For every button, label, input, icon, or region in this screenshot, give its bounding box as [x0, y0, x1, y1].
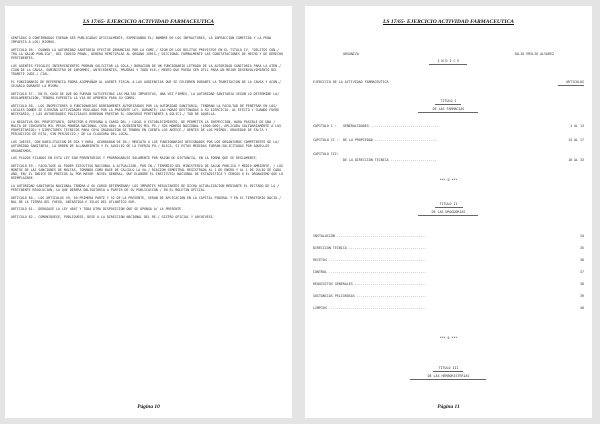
- entry-number: 35: [580, 246, 584, 250]
- index-title-underline: [429, 64, 467, 65]
- paragraph: LOS JUECES, CON HABILITACION DE DIA Y HORA, ACORDARAN DE IN-/ MEDIATO A LOS FUNCIONARIOS DESIGNADOS POR LOS ORGANISMOS COMPETENTES DE LA/ AUTORIDAD SANITARIA, LA ORDEN DE ALLANAMIENTO Y EL AUXILIO DE LA FUERZA PU-/ BLICA, SI ESTAS MEDIDAS FUERAN SOLICITADAS POR AQUELLOS ORGANISMOS.: [11, 139, 282, 153]
- entry-number: 34: [580, 234, 584, 238]
- index-entry: [313, 306, 584, 311]
- separator: *** 0 ***: [439, 336, 458, 340]
- page-left: [5, 6, 292, 418]
- index-title: I N D I C E: [437, 59, 460, 63]
- entry-title: RECETAS .................................................: [313, 258, 427, 262]
- paragraph: ARTICULO 62.- COMUNIQUESE, PUBLIQUESE, DESE A LA DIRECCION NACIONAL DEL RE-/ GISTRO OFICIAL Y ARCHIVESE.: [11, 214, 215, 219]
- paragraph: ARTICULO 58.- LOS INSPECTORES O FUNCIONARIOS DEBIDAMENTE AUTORIZADOS POR LA AUTORIDAD SANITARIA, TENDRAN LA FACULTAD DE PENETRAR EN LOS/ LOCALES DONDE SE EJERZAN ACTIVIDADES REGLADAS POR LA PRESENTE LEY, DURANTE/ LAS HORAS DESTINADAS A SU EJERCICIO. AL EFECTO Y CUANDO FUERE NECESARIO, / LAS AUTORIDADES POLICIALES DEBERAN PRESTAR EL CONCURSO PERTINENTE A SOLICI-/ TUD DE AQUELLA.: [11, 103, 282, 117]
- entry-title: INSTALACION .............................................: [313, 234, 427, 238]
- section-row: [313, 80, 584, 85]
- page-header: LS 17/65- EJERCICIO ACTIVIDAD FARMACEUTICA: [82, 19, 215, 25]
- titulo-1-subtitle: DE LAS FARMACIAS: [432, 107, 465, 111]
- index-entry: [313, 270, 584, 275]
- entry-title: CONTROL .................................................: [313, 270, 427, 274]
- chapter-title: DE LA PROPIEDAD ...............................: [343, 138, 437, 142]
- titulo-3: TITULO III: [438, 366, 459, 370]
- section-right: ARTICULOS: [566, 80, 584, 84]
- titulo-1-underline: [435, 104, 461, 105]
- index-entry: [313, 152, 584, 157]
- section-left: EJERCICIO DE LA ACTIVIDAD FARMACEUTICA: [313, 80, 389, 84]
- titulo-1: TITULO I: [440, 99, 457, 103]
- paragraph: EL FUNCIONARIO DE REFERENCIA PODRA ACOMPAÑAR AL AGENTE FISCAL A LAS AUDIENCIAS QUE SE CELEBREN DURANTE LA TRAMITACION DE LA CAUSA Y ACON-/ SEJARLO DURANTE LA MISMA.: [11, 79, 283, 89]
- chapter-range: 1 AL 13: [570, 124, 584, 128]
- page-footer: Página 10: [137, 404, 160, 410]
- paragraph: ARTICULO 57.- EN EL CASO DE QUE NO FUERAN SATISFECHAS LAS MULTAS IMPUESTAS, UNA VEZ FIRMES, LA AUTORIDAD SANITARIA SEGUN LO DETERMINE LA/ REGLAMENTACION, TENDRA EXPEDITA LA VIA DE APREMIO PARA SU COBRO.: [11, 91, 282, 101]
- titulo-2-underline: [435, 207, 463, 208]
- chapter-title: DE LA DIRECCION TECNICA .......................: [343, 158, 437, 162]
- index-entry: [313, 124, 584, 129]
- paragraph: LOS AGENTES FISCALES INTERVINIENTES PODRAN SOLICITAR LA COLA-/ BORACION DE UN FUNCIONARIO LETRADO DE LA AUTORIDAD SANITARIA PARA LA ATEN-/ CION DE LA CAUSA, SUMINISTRO DE INFORMES, ANTECEDENTES, PRUEBAS Y TODO ELE-/ MENTO QUE PUEDA SER UTIL PARA UN MEJOR DESENVOLVIMIENTO DEL TRAMITE JUDI-/ CIAL.: [11, 63, 283, 77]
- index-entry: [313, 158, 584, 163]
- paragraph: LA AUTORIDAD SANITARIA NACIONAL TENDRA A SU CARGO DETERMINAR/ LOS IMPORTES RESULTANTES DE DICHA ACTUALIZACION MEDIANTE EL DICTADO DE LA / PERTINENTE RESOLUCION, LA QUE DEBERA OBLIGATORIA A PARTIR DE SU PUBLICACION / EN EL BOLETIN OFICIAL.: [11, 183, 282, 193]
- entry-title: DIRECCION TECNICA .......................................: [313, 246, 427, 250]
- chapter-label: CAPITULO III:: [313, 152, 339, 156]
- chapter-label: CAPITULO I :: [313, 124, 337, 128]
- entry-title: LIMPIOS .................................................: [313, 306, 427, 310]
- titulo-2-subtitle-underline: [418, 215, 478, 216]
- titulo-3-subtitle-underline: [410, 379, 486, 380]
- entry-number: 39: [580, 294, 584, 298]
- entry-number: 40: [580, 306, 584, 310]
- paragraph: ARTICULO 60.- LOS ARTICULOS 49, 50 PRIMERA PARTE Y 52 DE LA PRESENTE, SERAN DE APLICACION EN LA CAPITAL FEDERAL Y EN EL TERRITORIO NACIO-/ NAL DE LA TIERRA DEL FUEGO, ANTARTIDA E ISLAS DEL ATLANTICO SUR.: [11, 195, 283, 204]
- page-right: [305, 6, 592, 418]
- index-entry: [313, 234, 584, 239]
- publisher-left: ORGANIZA: [343, 52, 359, 56]
- page-body: [11, 36, 286, 222]
- index-entry: [313, 282, 584, 287]
- page-footer: Página 11: [437, 404, 460, 410]
- paragraph: LA NEGATIVA DEL PROPIETARIO, DIRECTOR O PERSONA A CARGO DEL / LOCAL O ESTABLECIMIENTO, DE PERMITIR LA INSPECCION, HARA PASIBLE DE UNA / MULTA DE CINCUENTA MIL PESOS MONEDA NACIONAL ($50.000) A QUINIENTOS MIL PE-/ SOS MONEDA NACIONAL ($500.000), APLICADA SOLIDARIAMENTE A LOS PROPIETARIOS/ Y DIRECTORES TECNICOS PARA CUYA GRADUACION SE TENDRA EN CUENTA LOS ANTECE-/ DENTES DE LOS MISMOS, GRAVEDAD DE FALTA Y PERJUICIOS DE ESTA, SIN PERJUICIO / DE LA CLAUSURA DEL LOCAL.: [11, 119, 283, 137]
- titulo-1-subtitle-underline: [418, 112, 478, 113]
- publisher-row: [313, 52, 584, 57]
- entry-number: 37: [580, 270, 584, 274]
- entry-title: REQUISITOS GENERALES ....................................: [313, 282, 427, 286]
- separator: *** 0 ***: [439, 178, 458, 182]
- chapter-range: 18 AL 33: [568, 158, 584, 162]
- titulo-2-subtitle: DE LAS DROGUERIAS: [431, 210, 466, 214]
- entry-number: 38: [580, 282, 584, 286]
- page-header: LS 17/65- EJERCICIO ACTIVIDAD FARMACEUTICA: [382, 19, 515, 25]
- publisher-right: JULIO EMILIO ALVAREZ: [514, 52, 554, 56]
- articulos-underline: [558, 85, 584, 86]
- chapter-label: CAPITULO II :: [313, 138, 339, 142]
- index-entry: [313, 246, 584, 251]
- entry-title: SUSTANCIAS PELIGROSAS ...................................: [313, 294, 427, 298]
- entry-number: 36: [580, 258, 584, 262]
- chapter-range: 14 AL 17: [568, 138, 584, 142]
- titulo-2: TITULO II: [439, 202, 458, 206]
- paragraph: ARTICULO 56.- CUANDO LA AUTORIDAD SANITARIA EFECTUE DENUNCIAS POR LA COMI-/ SION DE LOS DELITOS PREVISTOS EN EL TITULO IV, "DELITOS CON-/ TRA LA SALUD PUBLICA", DEL CODIGO PENAL, DEBERA REMITIRLAS AL ORGANO JURIS-/ DICCIONAL FORMALMENTE LAS CONSTATACIONES DE HECHO Y DE DERECHO PERTINENTES.: [11, 47, 285, 61]
- paragraph: LOS PLAZOS FIJADOS EN ESTA LEY SON PERENTORIOS Y PRORROGABLES SOLAMENTE POR RAZON DE DISTANCIA, EN LA FORMA QUE SE REGLAMENTE.: [11, 156, 258, 161]
- titulo-3-underline: [433, 371, 463, 372]
- paragraph: SENTIDAS O CONFIRMADAS FUERAN SER PUBLICADAS OFICIALMENTE, EXPRESANDO EL/ NOMBRE DE LOS INFRACTORES, LA INFRACCION COMETIDA Y LA PENA IMPUESTA A LOS/ MISMOS.: [11, 36, 274, 45]
- index-entry: [313, 138, 584, 143]
- paragraph: ARTICULO 61.- DEROGASE LA LEY 4687 Y TODA OTRA DISPOSICION QUE SE OPONGA A/ LA PRESENTE.: [11, 207, 184, 212]
- chapter-title: GENERALIDADES ..................................: [343, 124, 439, 128]
- paragraph: ARTICULO 59.- FACULTASE AL PODER EJECUTIVO NACIONAL A ACTUALIZAR, POR IN-/ TERMEDIO DEL MINISTERIO DE SALUD PUBLICA Y MEDIO AMBIENTE, / LOS MONTOS DE LAS SANCIONES DE MULTAS, TOMANDO COMO BASE DE CALCULO LA VA-/ RIACION SEMESTRAL REGISTRADA AL 1 DE ENERO Y AL 1 DE JULIO DE CADA AÑO, EN/ EL INDICE DE PRECIOS AL POR MAYOR -NIVEL GENERAL- QUE ELABORE EL INSTITUTO/ NACIONAL DE ESTADISTICA Y CENSOS U EL ORGANISMO QUE LO REEMPLAZARE.: [11, 163, 285, 181]
- index-entry: [313, 258, 584, 263]
- index-entry: [313, 294, 584, 299]
- titulo-3-subtitle: DE LAS HERBORISTERIAS: [427, 374, 470, 378]
